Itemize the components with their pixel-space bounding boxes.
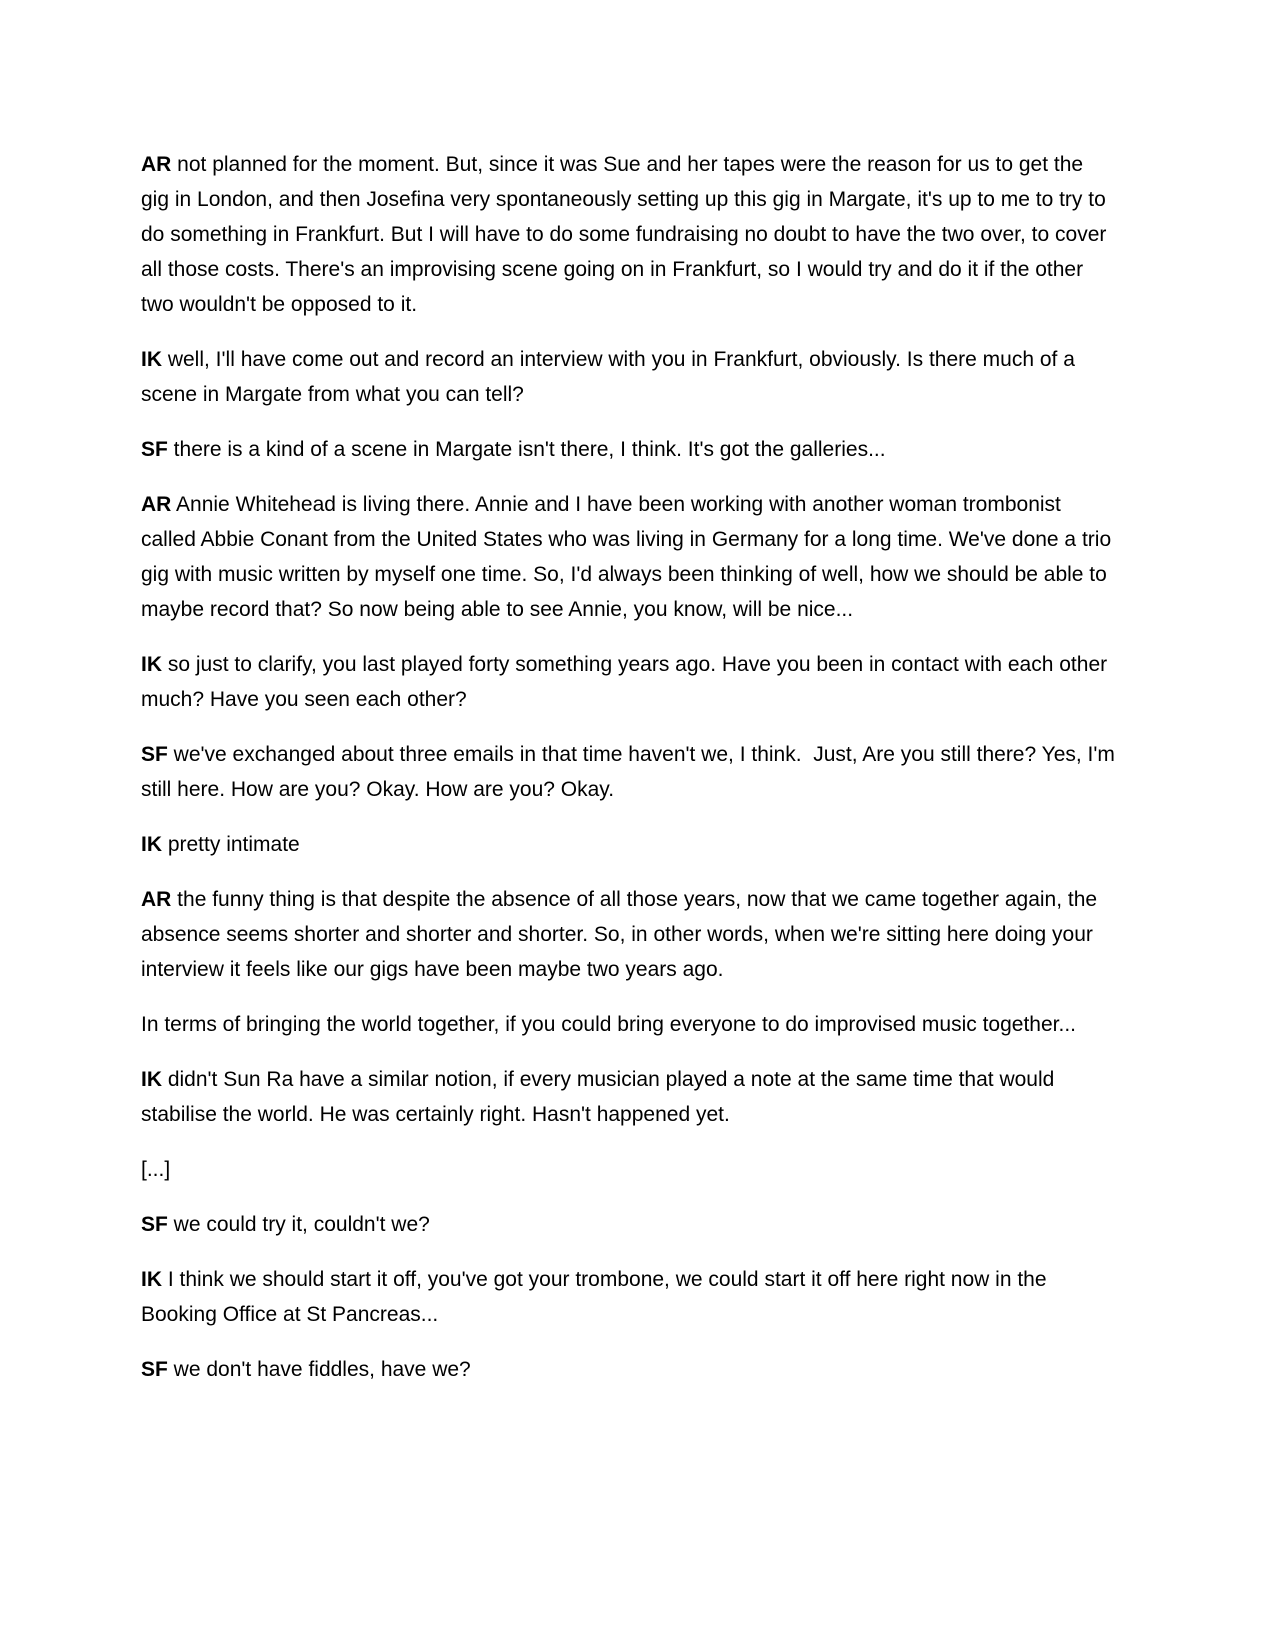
transcript-paragraph bbox=[141, 1062, 1116, 1132]
transcript-paragraph bbox=[141, 487, 1116, 627]
speaker-label: SF bbox=[141, 743, 168, 766]
speaker-label: AR bbox=[141, 493, 172, 516]
transcript-paragraph bbox=[141, 827, 1116, 862]
speaker-label: IK bbox=[141, 653, 162, 676]
transcript-paragraph bbox=[141, 1152, 1116, 1187]
transcript-paragraph bbox=[141, 147, 1116, 322]
paragraph-text: there is a kind of a scene in Margate isn't there, I think. It's got the galleries... bbox=[167, 438, 886, 461]
transcript-paragraph bbox=[141, 647, 1116, 717]
paragraph-text: not planned for the moment. But, since it was Sue and her tapes were the reason for us to get the gig in London, and then Josefina very spontaneously setting up this gig in Margate, it's up to me to try to do something in Frankfurt. But I will have to do some fundraising no doubt to have the two over, to cover all those costs. There's an improvising scene going on in Frankfurt, so I would try and do it if the other two wouldn't be opposed to it. bbox=[141, 153, 1113, 316]
speaker-label: SF bbox=[141, 1213, 168, 1236]
transcript-paragraph bbox=[141, 882, 1116, 987]
paragraph-text: [...] bbox=[141, 1158, 171, 1181]
transcript-paragraph bbox=[141, 1207, 1116, 1242]
transcript-body bbox=[141, 147, 1121, 1407]
speaker-label: IK bbox=[141, 348, 162, 371]
speaker-label: IK bbox=[141, 833, 162, 856]
paragraph-text: didn't Sun Ra have a similar notion, if every musician played a note at the same time that would stabilise the world. He was certainly right. Hasn't happened yet. bbox=[141, 1068, 1061, 1126]
paragraph-text: the funny thing is that despite the absence of all those years, now that we came together again, the absence seems shorter and shorter and shorter. So, in other words, when we're sitting here doing your interview it feels like our gigs have been maybe two years ago. bbox=[141, 888, 1103, 981]
paragraph-text: pretty intimate bbox=[162, 833, 300, 856]
speaker-label: AR bbox=[141, 888, 172, 911]
speaker-label: AR bbox=[141, 153, 172, 176]
transcript-paragraph bbox=[141, 1352, 1116, 1387]
paragraph-text: well, I'll have come out and record an interview with you in Frankfurt, obviously. Is there much of a scene in Margate from what you can tell? bbox=[141, 348, 1081, 406]
paragraph-text: Annie Whitehead is living there. Annie and I have been working with another woman trombonist called Abbie Conant from the United States who was living in Germany for a long time. We've done a trio gig with music written by myself one time. So, I'd always been thinking of well, how we should be able to maybe record that? So now being able to see Annie, you know, will be nice... bbox=[141, 493, 1117, 621]
paragraph-text: In terms of bringing the world together, if you could bring everyone to do improvised music together... bbox=[141, 1013, 1077, 1036]
transcript-paragraph bbox=[141, 1262, 1116, 1332]
paragraph-text: I think we should start it off, you've got your trombone, we could start it off here right now in the Booking Office at St Pancreas... bbox=[141, 1268, 1053, 1326]
speaker-label: IK bbox=[141, 1068, 162, 1091]
transcript-paragraph bbox=[141, 1007, 1116, 1042]
speaker-label: SF bbox=[141, 1358, 168, 1381]
transcript-paragraph bbox=[141, 432, 1116, 467]
transcript-paragraph bbox=[141, 342, 1116, 412]
paragraph-text: we could try it, couldn't we? bbox=[167, 1213, 430, 1236]
speaker-label: IK bbox=[141, 1268, 162, 1291]
transcript-paragraph bbox=[141, 737, 1121, 807]
paragraph-text: so just to clarify, you last played forty something years ago. Have you been in contact with each other much? Have you seen each other? bbox=[141, 653, 1113, 711]
speaker-label: SF bbox=[141, 438, 168, 461]
paragraph-text: we've exchanged about three emails in that time haven't we, I think. Just, Are you still there? Yes, I'm still here. How are you? Okay. How are you? Okay. bbox=[141, 743, 1121, 801]
paragraph-text: we don't have fiddles, have we? bbox=[167, 1358, 471, 1381]
